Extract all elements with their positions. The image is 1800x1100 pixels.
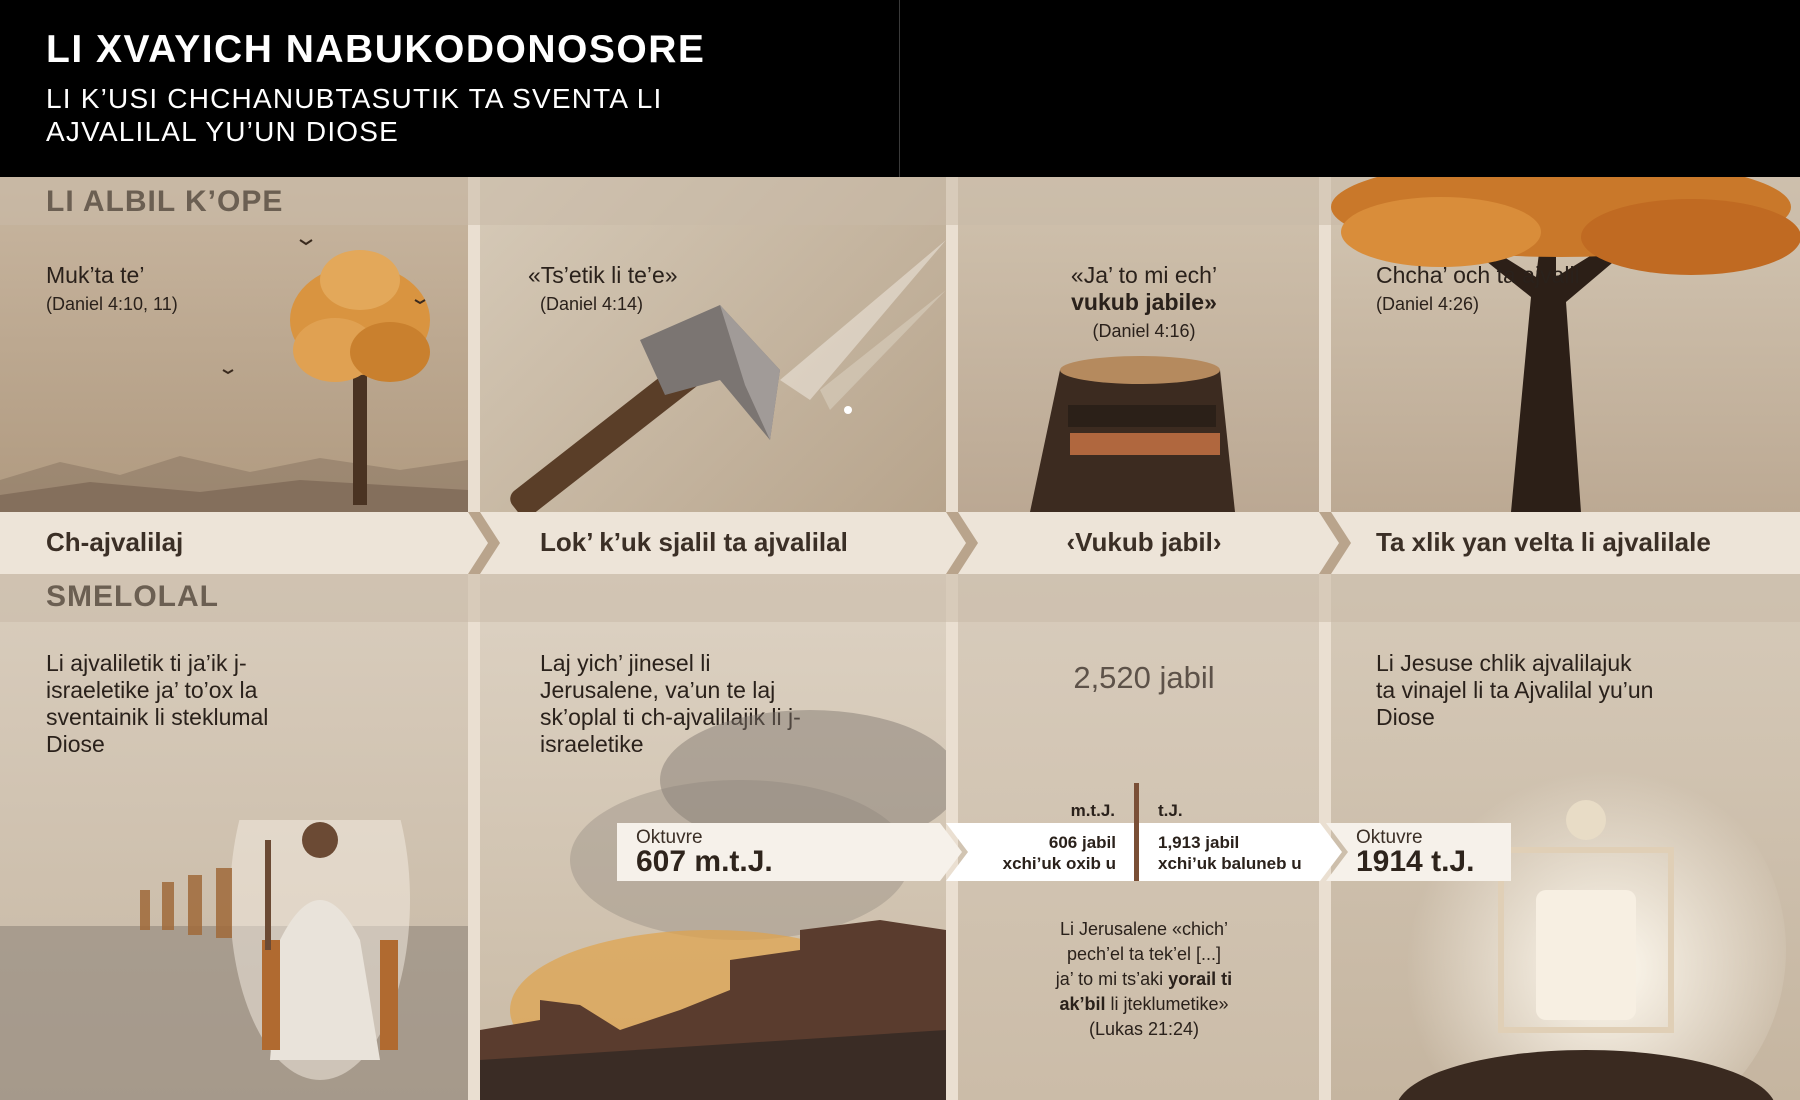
section-label-prophecy: LI ALBIL K’OPE (46, 185, 284, 218)
prophecy-1-title: Muk’ta te’ (46, 262, 145, 288)
prophecy-4-text (1376, 262, 1580, 318)
quote-text (958, 917, 1330, 1042)
timeline-bce-span (978, 832, 1116, 874)
meaning-3-text: 2,520 jabil (1073, 660, 1215, 695)
timeline-ce-span (1158, 832, 1318, 874)
timeline-end-year: 1914 t.J. (1356, 845, 1475, 878)
timeline-start-year: 607 m.t.J. (636, 845, 773, 878)
quote-line-1: Li Jerusalene «chich’ (1059, 919, 1229, 939)
prophecy-2-ref: (Daniel 4:14) (540, 294, 644, 314)
heavenly-king-illustration (1331, 760, 1800, 1100)
birds-icon (215, 230, 465, 380)
quote-line-4a: ak’bil (1059, 994, 1106, 1014)
prophecy-2-text (528, 262, 678, 318)
timeline-ce-years: 1,913 jabil (1158, 833, 1240, 852)
timeline-ce-label: t.J. (1158, 801, 1183, 820)
arrow-label-2: Lok’ k’uk sjalil ta ajvalilal (540, 527, 848, 557)
arrow-label-4: Ta xlik yan velta li ajvalilale (1376, 527, 1711, 557)
meaning-1-text: Li ajvaliletik ti ja’ik j-israeletike ja’ to’ox la sventainik li steklumal Diose (46, 650, 269, 757)
meaning-4-text: Li Jesuse chlik ajvalilajuk ta vinajel li ta Ajvalilal yu’un Diose (1376, 650, 1654, 730)
timeline-ce-note: xchi’uk baluneb u (1158, 854, 1302, 873)
prophecy-3-ref: (Daniel 4:16) (1092, 321, 1196, 341)
quote-line-2: pech’el ta tek’el [...] (1066, 944, 1222, 964)
prophecy-2-title: «Ts’etik li te’e» (528, 262, 678, 288)
arrow-label-1: Ch-ajvalilaj (46, 527, 184, 557)
timeline-end-month: Oktuvre (1356, 827, 1423, 848)
burning-city-illustration (480, 700, 946, 1100)
prophecy-1-ref: (Daniel 4:10, 11) (46, 294, 178, 314)
timeline-bce-years: 606 jabil (1048, 833, 1116, 852)
gutter-2 (946, 177, 958, 1100)
header-bar (0, 0, 1800, 177)
prophecy-4-ref: (Daniel 4:26) (1376, 294, 1480, 314)
meaning-2-text: Laj yich’ jinesel li Jerusalene, va’un te laj sk’oplal ti ch-ajvalilajik li j-israeletike (540, 650, 801, 757)
timeline-bce-note: xchi’uk oxib u (1002, 854, 1116, 873)
prophecy-3-text (958, 262, 1330, 345)
arrow-label-3: ‹Vukub jabil› (1066, 527, 1222, 557)
prophecy-1-text (46, 262, 178, 318)
prophecy-3-line2: vukub jabile» (1071, 289, 1217, 315)
section-label-meaning: SMELOLAL (46, 580, 219, 613)
timeline-start-month: Oktuvre (636, 827, 703, 848)
timeline-bce-label: m.t.J. (1070, 801, 1115, 820)
header-divider (899, 0, 900, 177)
section-band-bottom (0, 574, 1800, 622)
quote-line-3b: yorail ti (1168, 969, 1233, 989)
banded-stump-icon (1020, 345, 1280, 512)
page-title: LI XVAYICH NABUKODONOSORE (46, 28, 706, 71)
timeline-divider (1134, 783, 1139, 881)
quote-ref: (Lukas 21:24) (1088, 1019, 1200, 1039)
restored-tree-icon (1331, 177, 1800, 512)
gutter-1 (468, 177, 480, 1100)
kings-illustration (0, 820, 468, 1100)
prophecy-3-line1: «Ja’ to mi ech’ (1070, 262, 1218, 288)
quote-line-3a: ja’ to mi ts’aki (1055, 969, 1169, 989)
prophecy-4-title: Chcha’ och ta ajvalil (1376, 262, 1580, 288)
page-subtitle: LI K’USI CHCHANUBTASUTIK TA SVENTA LI AJVALILAL YU’UN DIOSE (46, 83, 663, 147)
quote-line-4b: li jteklumetike» (1105, 994, 1229, 1014)
